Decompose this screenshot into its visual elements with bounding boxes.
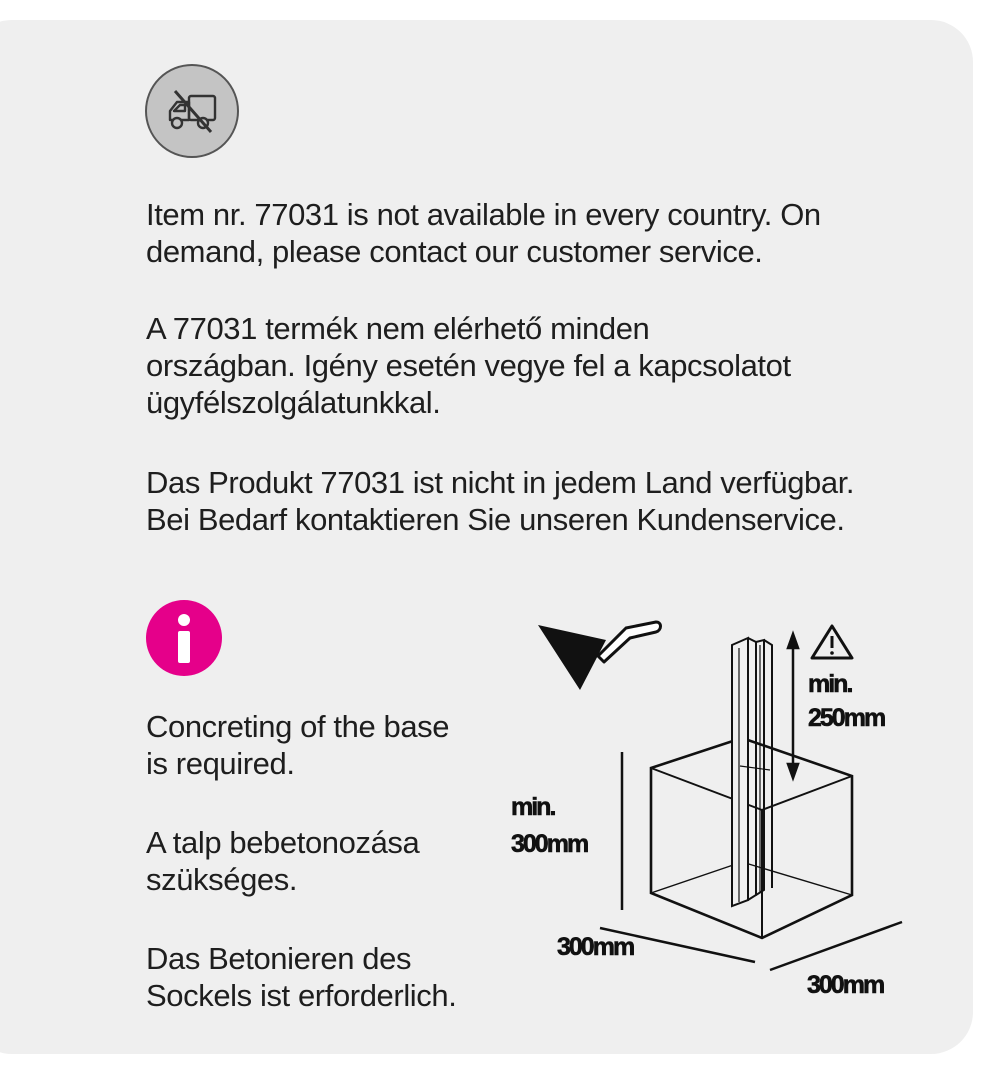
availability-hu-line-2: országban. Igény esetén vegye fel a kapcsolatot bbox=[146, 348, 791, 383]
info-hu-line-2: szükséges. bbox=[146, 862, 298, 897]
no-delivery-truck-icon bbox=[145, 64, 239, 158]
concrete-base-diagram bbox=[500, 600, 940, 1020]
length-label: 300mm bbox=[807, 971, 884, 999]
info-en-line-2: is required. bbox=[146, 746, 295, 781]
availability-en-line-2: demand, please contact our customer service. bbox=[146, 234, 763, 269]
availability-text-hu bbox=[146, 310, 791, 421]
availability-hu-line-1: A 77031 termék nem elérhető minden bbox=[146, 311, 650, 346]
availability-de-line-2: Bei Bedarf kontaktieren Sie unseren Kundenservice. bbox=[146, 502, 845, 537]
warning-triangle-icon bbox=[812, 626, 852, 658]
info-hu-line-1: A talp bebetonozása bbox=[146, 825, 420, 860]
availability-text-en bbox=[146, 196, 821, 270]
post-anchor bbox=[732, 638, 772, 906]
post-height-label-1: min. bbox=[808, 670, 852, 698]
width-label: 300mm bbox=[557, 933, 634, 961]
availability-hu-line-3: ügyfélszolgálatunkkal. bbox=[146, 385, 441, 420]
availability-en-line-1: Item nr. 77031 is not available in every country. On bbox=[146, 197, 821, 232]
availability-de-line-1: Das Produkt 77031 ist nicht in jedem Land verfügbar. bbox=[146, 465, 855, 500]
info-note-en bbox=[146, 708, 449, 782]
info-en-line-1: Concreting of the base bbox=[146, 709, 450, 744]
availability-text-de bbox=[146, 464, 854, 538]
info-note-de bbox=[146, 940, 456, 1014]
depth-label-1: min. bbox=[511, 793, 555, 821]
info-icon bbox=[146, 600, 222, 676]
info-de-line-1: Das Betonieren des bbox=[146, 941, 412, 976]
trowel-icon bbox=[538, 622, 661, 690]
length-line bbox=[770, 922, 902, 970]
post-height-label-2: 250mm bbox=[808, 704, 885, 732]
info-note-hu bbox=[146, 824, 419, 898]
depth-label-2: 300mm bbox=[511, 830, 588, 858]
info-de-line-2: Sockels ist erforderlich. bbox=[146, 978, 457, 1013]
